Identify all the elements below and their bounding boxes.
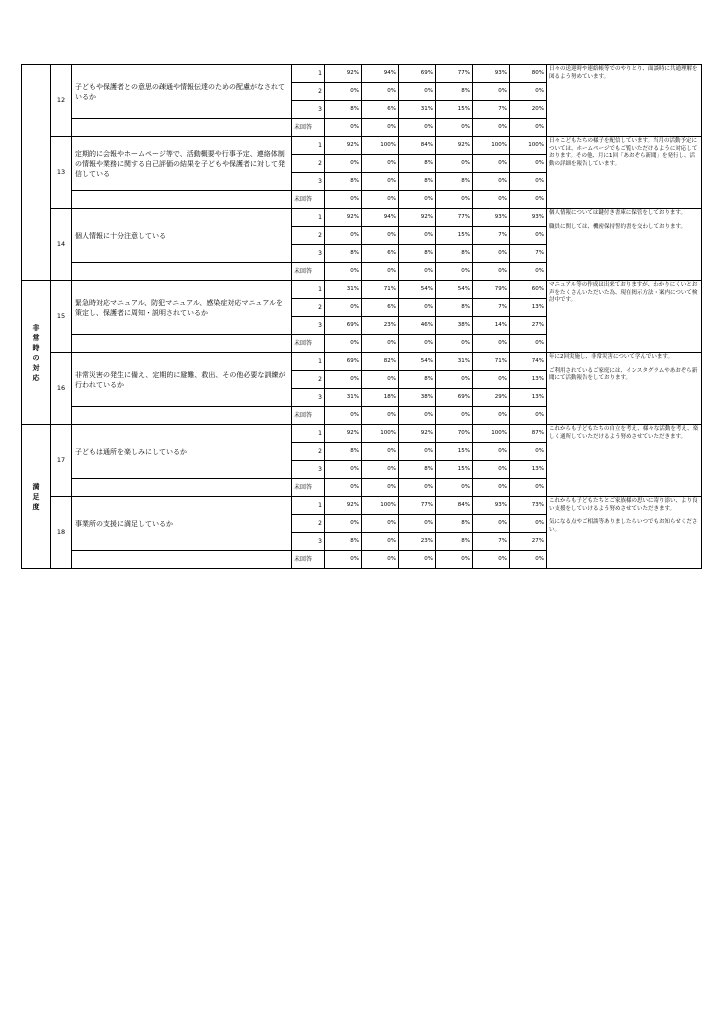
percent-cell: 0% [473,245,510,263]
percent-cell: 100% [362,137,399,155]
percent-cell: 0% [436,371,473,389]
percent-cell: 27% [510,533,547,551]
percent-cell: 0% [362,173,399,191]
percent-cell: 15% [436,461,473,479]
question-text: 子どもや保護者との意思の疎通や情報伝達のための配慮がなされているか [72,65,292,119]
percent-cell: 0% [473,173,510,191]
percent-cell: 0% [510,83,547,101]
percent-cell: 93% [473,497,510,515]
percent-cell: 80% [510,65,547,83]
percent-cell: 54% [399,281,436,299]
percent-cell: 87% [510,425,547,443]
question-blank-cell [72,263,292,281]
percent-cell: 0% [436,551,473,569]
percent-cell: 29% [473,389,510,407]
option-label: 未回答 [292,551,325,569]
option-label: 1 [292,353,325,371]
percent-cell: 6% [362,299,399,317]
table-row [22,65,702,83]
comment-cell [547,353,702,425]
comment-text: 個人情報については鍵付き書庫に保管をしております。 [549,210,686,216]
percent-cell: 31% [325,281,362,299]
percent-cell: 0% [325,83,362,101]
percent-cell: 13% [510,461,547,479]
percent-cell: 0% [362,533,399,551]
item-number: 17 [51,425,72,497]
survey-table [21,64,702,569]
category-char: 時 [32,343,40,352]
percent-cell: 74% [510,353,547,371]
option-label: 未回答 [292,119,325,137]
percent-cell: 15% [436,443,473,461]
percent-cell: 100% [473,425,510,443]
category-char: 対 [32,363,40,372]
percent-cell: 0% [510,227,547,245]
option-label: 1 [292,209,325,227]
percent-cell: 7% [473,101,510,119]
percent-cell: 0% [473,155,510,173]
percent-cell: 0% [510,443,547,461]
percent-cell: 0% [362,191,399,209]
percent-cell: 77% [436,65,473,83]
comment-cell [547,281,702,353]
option-label: 未回答 [292,479,325,497]
percent-cell: 8% [436,515,473,533]
percent-cell: 8% [436,83,473,101]
comment-cell [547,65,702,137]
percent-cell: 13% [510,389,547,407]
question-text: 個人情報に十分注意している [72,209,292,263]
percent-cell: 8% [399,461,436,479]
question-blank-cell [72,119,292,137]
percent-cell: 0% [399,299,436,317]
option-label: 2 [292,443,325,461]
option-label: 未回答 [292,407,325,425]
percent-cell: 0% [473,461,510,479]
percent-cell: 0% [510,479,547,497]
comment-text: マニュアル等の作成は出来ておりますが、わかりにくいとお声をたくさんいただいた為、現在掲示方法・案内について検討中です。 [549,282,698,303]
category-char: の [32,353,40,362]
percent-cell: 82% [362,353,399,371]
question-text: 定期的に会報やホームページ等で、活動概要や行事予定、連絡体制の情報や業務に関する自己評価の結果を子どもや保護者に対して発信している [72,137,292,191]
percent-cell: 8% [399,245,436,263]
percent-cell: 71% [473,353,510,371]
comment-text: 気になる点やご相談等ありましたらいつでもお知らせください。 [549,519,698,533]
option-label: 2 [292,155,325,173]
percent-cell: 0% [399,443,436,461]
percent-cell: 18% [362,389,399,407]
percent-cell: 0% [325,263,362,281]
question-blank-cell [72,479,292,497]
percent-cell: 94% [362,65,399,83]
percent-cell: 0% [510,173,547,191]
percent-cell: 0% [362,443,399,461]
question-blank-cell [72,335,292,353]
percent-cell: 7% [473,533,510,551]
percent-cell: 7% [473,299,510,317]
percent-cell: 93% [473,65,510,83]
question-text: 緊急時対応マニュアル、防犯マニュアル、感染症対応マニュアルを策定し、保護者に周知・説明されているか [72,281,292,335]
percent-cell: 92% [325,65,362,83]
percent-cell: 70% [436,425,473,443]
percent-cell: 0% [362,83,399,101]
percent-cell: 0% [473,119,510,137]
comment-text: これからも子どもたちの自立を考え、様々な活動を考え、楽しく通所していただけるよう努めさせていただきます。 [549,426,699,440]
percent-cell: 0% [362,155,399,173]
percent-cell: 54% [399,353,436,371]
percent-cell: 7% [510,245,547,263]
percent-cell: 8% [399,371,436,389]
percent-cell: 0% [325,299,362,317]
percent-cell: 7% [473,227,510,245]
option-label: 1 [292,281,325,299]
percent-cell: 0% [510,551,547,569]
option-label: 未回答 [292,335,325,353]
percent-cell: 92% [325,425,362,443]
percent-cell: 0% [436,155,473,173]
option-label: 2 [292,515,325,533]
percent-cell: 0% [473,515,510,533]
question-blank-cell [72,191,292,209]
table-row [22,209,702,227]
comment-text: 日々の送迎時や連絡帳等でのやりとり、面談時に共通理解を図るよう努めています。 [549,66,698,80]
percent-cell: 0% [362,119,399,137]
percent-cell: 23% [399,533,436,551]
table-row [22,497,702,515]
option-label: 3 [292,317,325,335]
question-blank-cell [72,551,292,569]
comment-text: これからも子どもたちとご家族様の思いに寄り添い、より良い支援をしていけるよう努めさせていただきます。 [549,498,698,512]
comment-cell [547,209,702,281]
percent-cell: 0% [325,227,362,245]
percent-cell: 8% [399,155,436,173]
percent-cell: 100% [510,137,547,155]
percent-cell: 0% [325,335,362,353]
percent-cell: 0% [362,515,399,533]
percent-cell: 0% [473,407,510,425]
percent-cell: 0% [510,515,547,533]
percent-cell: 92% [436,137,473,155]
percent-cell: 0% [325,155,362,173]
option-label: 2 [292,227,325,245]
percent-cell: 92% [325,137,362,155]
percent-cell: 0% [325,515,362,533]
category-cell-previous [22,65,51,281]
percent-cell: 0% [399,479,436,497]
question-text: 事業所の支援に満足しているか [72,497,292,551]
percent-cell: 84% [436,497,473,515]
comment-text: 日々こどもたちの様子を配信しています。当月の活動予定については、ホームページでもご覧いただけるように対応しております。その他、月に1回「あおぞら新聞」を発行し、活動の詳細を報告しています。 [549,138,698,167]
percent-cell: 0% [473,443,510,461]
percent-cell: 6% [362,101,399,119]
table-row [22,425,702,443]
option-label: 2 [292,83,325,101]
percent-cell: 0% [362,551,399,569]
item-number: 16 [51,353,72,425]
percent-cell: 14% [473,317,510,335]
option-label: 2 [292,371,325,389]
percent-cell: 0% [473,191,510,209]
percent-cell: 69% [325,353,362,371]
percent-cell: 8% [436,533,473,551]
percent-cell: 0% [325,479,362,497]
option-label: 1 [292,137,325,155]
item-number: 18 [51,497,72,569]
percent-cell: 8% [325,533,362,551]
percent-cell: 0% [399,515,436,533]
option-label: 3 [292,533,325,551]
percent-cell: 0% [399,119,436,137]
percent-cell: 0% [399,263,436,281]
percent-cell: 0% [362,263,399,281]
comment-cell [547,137,702,209]
percent-cell: 100% [473,137,510,155]
category-char: 非 [32,323,40,332]
percent-cell: 15% [436,101,473,119]
percent-cell: 31% [436,353,473,371]
percent-cell: 0% [325,461,362,479]
percent-cell: 0% [510,263,547,281]
percent-cell: 0% [510,119,547,137]
percent-cell: 0% [473,263,510,281]
percent-cell: 0% [510,335,547,353]
percent-cell: 92% [399,209,436,227]
question-text: 非常災害の発生に備え、定期的に避難、救出、その他必要な訓練が行われているか [72,353,292,407]
option-label: 未回答 [292,191,325,209]
category-char: 満 [32,482,40,491]
percent-cell: 8% [436,299,473,317]
percent-cell: 0% [399,551,436,569]
table-row [22,137,702,155]
item-number: 14 [51,209,72,281]
percent-cell: 20% [510,101,547,119]
percent-cell: 0% [473,371,510,389]
percent-cell: 0% [362,227,399,245]
percent-cell: 0% [325,551,362,569]
percent-cell: 0% [436,479,473,497]
percent-cell: 0% [436,335,473,353]
option-label: 1 [292,425,325,443]
percent-cell: 73% [510,497,547,515]
option-label: 3 [292,245,325,263]
comment-text: 職員に関しては、機密保持誓約書を交わしております。 [549,223,687,230]
percent-cell: 93% [510,209,547,227]
item-number: 15 [51,281,72,353]
percent-cell: 77% [436,209,473,227]
percent-cell: 0% [436,119,473,137]
percent-cell: 0% [325,407,362,425]
item-number: 12 [51,65,72,137]
category-label-emergency [22,281,51,425]
percent-cell: 0% [362,461,399,479]
option-label: 未回答 [292,263,325,281]
survey-sheet [21,64,702,569]
percent-cell: 0% [473,335,510,353]
option-label: 3 [292,173,325,191]
percent-cell: 23% [362,317,399,335]
question-text: 子どもは通所を楽しみにしているか [72,425,292,479]
percent-cell: 0% [362,335,399,353]
percent-cell: 71% [362,281,399,299]
percent-cell: 0% [436,263,473,281]
percent-cell: 93% [473,209,510,227]
percent-cell: 0% [399,407,436,425]
percent-cell: 0% [325,191,362,209]
category-char: 応 [32,373,40,382]
percent-cell: 0% [362,371,399,389]
percent-cell: 0% [436,191,473,209]
percent-cell: 8% [436,245,473,263]
survey-table-body [22,65,702,569]
percent-cell: 92% [325,497,362,515]
percent-cell: 94% [362,209,399,227]
percent-cell: 27% [510,317,547,335]
percent-cell: 38% [399,389,436,407]
percent-cell: 0% [510,155,547,173]
category-char: 足 [32,492,40,501]
option-label: 3 [292,389,325,407]
percent-cell: 15% [436,227,473,245]
percent-cell: 100% [362,425,399,443]
percent-cell: 0% [473,551,510,569]
percent-cell: 46% [399,317,436,335]
percent-cell: 8% [436,173,473,191]
percent-cell: 69% [436,389,473,407]
percent-cell: 13% [510,299,547,317]
percent-cell: 100% [362,497,399,515]
percent-cell: 6% [362,245,399,263]
percent-cell: 0% [362,479,399,497]
category-char: 常 [32,333,40,342]
percent-cell: 0% [436,407,473,425]
percent-cell: 8% [325,101,362,119]
percent-cell: 38% [436,317,473,335]
percent-cell: 92% [325,209,362,227]
comment-text: 年に2回実施し、非常災害について学んでいます。 [549,354,673,360]
option-label: 3 [292,101,325,119]
percent-cell: 79% [473,281,510,299]
percent-cell: 8% [325,173,362,191]
option-label: 2 [292,299,325,317]
comment-cell [547,425,702,497]
percent-cell: 69% [399,65,436,83]
item-number: 13 [51,137,72,209]
table-row [22,353,702,371]
percent-cell: 69% [325,317,362,335]
percent-cell: 31% [325,389,362,407]
percent-cell: 0% [510,191,547,209]
percent-cell: 0% [325,371,362,389]
option-label: 1 [292,497,325,515]
question-blank-cell [72,407,292,425]
comment-text: ご利用されているご家庭には、インスタグラムやあおぞら新聞にて活動報告をしております。 [549,367,698,381]
percent-cell: 8% [399,173,436,191]
percent-cell: 0% [473,479,510,497]
percent-cell: 0% [399,335,436,353]
comment-cell [547,497,702,569]
percent-cell: 0% [325,119,362,137]
table-row [22,281,702,299]
percent-cell: 60% [510,281,547,299]
percent-cell: 31% [399,101,436,119]
percent-cell: 13% [510,371,547,389]
percent-cell: 0% [399,83,436,101]
option-label: 3 [292,461,325,479]
percent-cell: 84% [399,137,436,155]
percent-cell: 92% [399,425,436,443]
percent-cell: 8% [325,443,362,461]
percent-cell: 0% [510,407,547,425]
percent-cell: 8% [325,245,362,263]
category-char: 度 [32,502,40,511]
percent-cell: 0% [362,407,399,425]
category-label-satisfaction [22,425,51,569]
percent-cell: 54% [436,281,473,299]
percent-cell: 0% [399,191,436,209]
percent-cell: 0% [399,227,436,245]
percent-cell: 77% [399,497,436,515]
option-label: 1 [292,65,325,83]
percent-cell: 0% [473,83,510,101]
